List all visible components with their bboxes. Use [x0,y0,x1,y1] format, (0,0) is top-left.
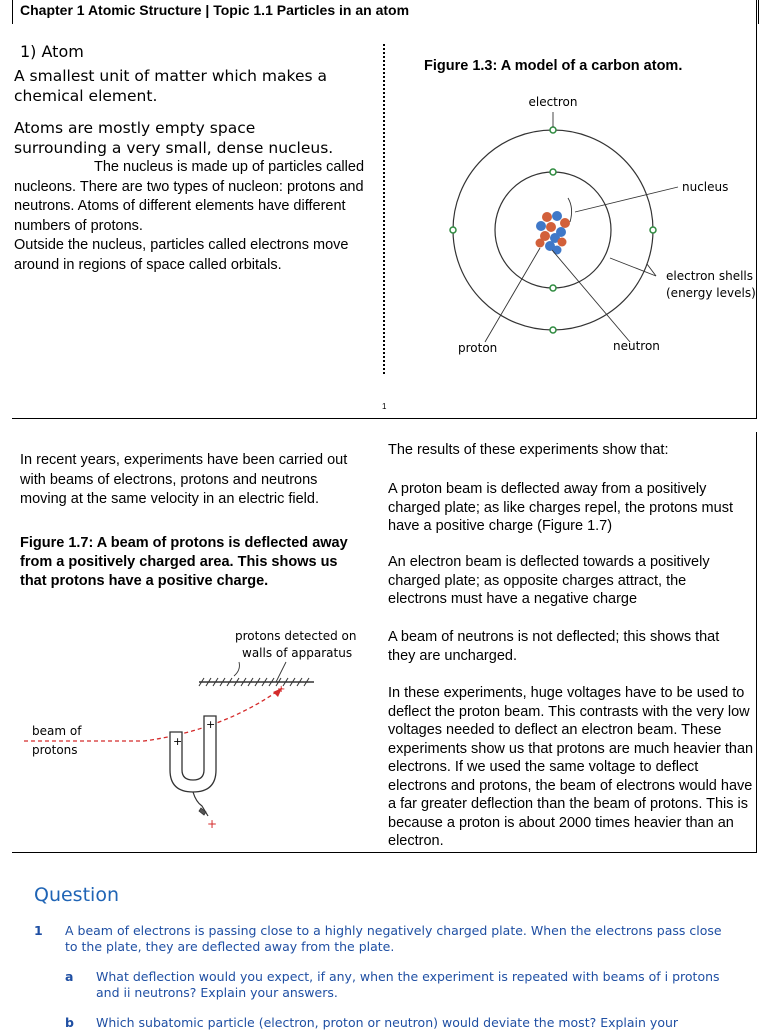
page2-right-edge [756,432,757,852]
figure-1-7-caption: Figure 1.7: A beam of protons is deflected away from a positively charged area. This shows us that protons have a positive charge. [20,535,348,589]
result-proton: A proton beam is deflected away from a positively charged plate; as like charges repel, the protons must have a positive charge (Figure 1.7) [388,481,733,534]
page-rule [12,418,757,419]
part-a-label: a [65,969,74,984]
electron-dot [550,169,556,175]
page-number: 1 [382,402,387,411]
handwritten-note: Atoms are mostly empty space surrounding a very small, dense nucleus. [14,119,334,157]
svg-text:+: + [206,718,216,731]
label-proton: proton [458,341,498,355]
svg-text:+: + [277,684,286,695]
carbon-atom-diagram [400,90,760,380]
label-detected-2: walls of apparatus [242,646,353,660]
label-shells-1: electron shells [666,269,753,283]
svg-text:+: + [207,817,218,831]
column-divider [383,44,385,374]
apparatus-wall [199,678,314,686]
electron-dot [550,327,556,333]
page-right-edge [756,0,757,419]
label-detected-1: protons detected on [235,629,357,643]
results-intro: The results of these experiments show that: [388,442,669,458]
part-b-label: b [65,1015,74,1030]
figure-1-3-caption: Figure 1.3: A model of a carbon atom. [424,58,683,74]
atom-body: The nucleus is made up of particles called nucleons. There are two types of nucleon: protons and neutrons. Atoms of different elements have different numbers of protons. [14,159,365,234]
electron-dot [650,227,656,233]
experiments-intro: In recent years, experiments have been carried out with beams of electrons, protons and neutrons moving at the same velocity in an electric field. [20,452,348,507]
svg-text:+: + [173,735,183,748]
voltage-text: In these experiments, huge voltages have to be used to deflect the proton beam. This contrasts with the very low voltages needed to deflect an electron beam. These experiments show us that protons are much heavier than electrons. If we used the same voltage to deflect electrons and protons, the beam of electrons would have a far greater deflection than the beam of protons. This is because a proton is about 2000 times heavier than an electron. [388,685,754,849]
nucleus [536,211,571,255]
label-beam-2: protons [32,743,78,757]
part-b-text: Which subatomic particle (electron, proton or neutron) would deviate the most? Explain your [96,1015,679,1030]
question-heading: Question [34,884,119,906]
label-electron: electron [528,95,578,109]
atom-body-2: Outside the nucleus, particles called electrons move around in regions of space called orbitals. [14,237,349,273]
question-text: A beam of electrons is passing close to a highly negatively charged plate. When the electrons pass close to the plate, they are deflected away from the plate. [65,923,722,954]
atom-definition: A smallest unit of matter which makes a chemical element. [14,67,327,105]
question-number: 1 [34,923,43,938]
part-a-text: What deflection would you expect, if any, when the experiment is repeated with beams of i protons and ii neutrons? Explain your answers. [96,969,720,1000]
page-title: Chapter 1 Atomic Structure | Topic 1.1 Particles in an atom [20,2,410,18]
label-beam-1: beam of [32,724,82,738]
atom-heading: 1) Atom [20,42,84,61]
result-electron: An electron beam is deflected towards a positively charged plate; as opposite charges attract, the electrons must have a negative charge [388,554,710,607]
label-nucleus: nucleus [682,180,729,194]
electron-dot [550,285,556,291]
proton-beam-diagram [14,620,374,840]
page2-bottom-rule [12,852,757,853]
result-neutron: A beam of neutrons is not deflected; this shows that they are uncharged. [388,629,720,664]
electron-dot [450,227,456,233]
label-shells-2: (energy levels) [666,286,756,300]
electron-dot [550,127,556,133]
label-neutron: neutron [613,339,660,353]
